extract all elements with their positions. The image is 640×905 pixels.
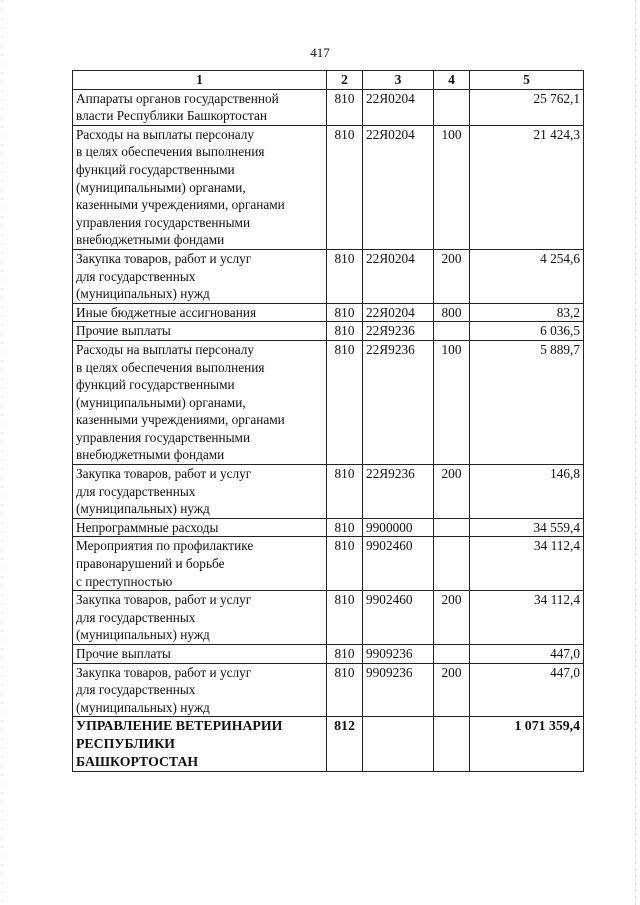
- table-row: [73, 340, 584, 464]
- table-row: [73, 537, 584, 591]
- cell-expense-name: [73, 249, 327, 303]
- cell-target-code: 9902460: [363, 591, 434, 645]
- expense-name-line: Расходы на выплаты персоналу: [76, 126, 255, 142]
- cell-expense-type: 200: [434, 465, 470, 519]
- cell-expense-type: [434, 717, 470, 772]
- expense-name-line: (муниципальными) органами,: [76, 394, 246, 410]
- expense-name-line: УПРАВЛЕНИЕ ВЕТЕРИНАРИИ: [76, 718, 283, 734]
- column-header-code: 3: [363, 71, 434, 90]
- cell-expense-type: 800: [434, 303, 470, 322]
- cell-expense-name: [73, 518, 327, 537]
- cell-target-code: 9900000: [363, 518, 434, 537]
- expense-name-line: внебюджетными фондами: [76, 447, 225, 463]
- cell-section: 812: [327, 717, 363, 772]
- expense-name-line: в целях обеспечения выполнения: [76, 144, 265, 160]
- cell-amount: 1 071 359,4: [470, 717, 584, 772]
- cell-amount: 34 559,4: [470, 518, 584, 537]
- cell-target-code: 22Я9236: [363, 322, 434, 341]
- cell-amount: 6 036,5: [470, 322, 584, 341]
- cell-amount: 83,2: [470, 303, 584, 322]
- expense-name-line: (муниципальных) нужд: [76, 286, 210, 302]
- expense-name-line: Расходы на выплаты персоналу: [76, 341, 255, 357]
- expense-name-line: функций государственными: [76, 377, 235, 393]
- expense-name-line: Закупка товаров, работ и услуг: [76, 664, 252, 680]
- expense-name-line: Непрограммные расходы: [76, 519, 219, 535]
- cell-target-code: 22Я0204: [363, 89, 434, 125]
- cell-expense-name: [73, 303, 327, 322]
- table-row: [73, 591, 584, 645]
- cell-target-code: [363, 717, 434, 772]
- table-header-row: [73, 71, 584, 90]
- cell-section: 810: [327, 89, 363, 125]
- cell-expense-name: [73, 125, 327, 249]
- expense-name-line: внебюджетными фондами: [76, 232, 225, 248]
- cell-section: 810: [327, 249, 363, 303]
- cell-expense-type: 200: [434, 663, 470, 717]
- cell-expense-type: [434, 89, 470, 125]
- expense-name-line: (муниципальных) нужд: [76, 627, 210, 643]
- column-header-sum: 5: [470, 71, 584, 90]
- cell-amount: 25 762,1: [470, 89, 584, 125]
- table-row: [73, 663, 584, 717]
- scan-edge-left: [2, 0, 3, 905]
- table-row: [73, 125, 584, 249]
- expense-name-line: для государственных: [76, 268, 196, 284]
- cell-expense-name: [73, 340, 327, 464]
- expense-name-line: управления государственными: [76, 429, 251, 445]
- expense-name-line: Аппараты органов государственной: [76, 90, 279, 106]
- scan-edge-right: [635, 0, 636, 905]
- expense-name-line: Прочие выплаты: [76, 646, 171, 661]
- cell-section: 810: [327, 125, 363, 249]
- expense-name-line: казенными учреждениями, органами: [76, 412, 285, 428]
- column-header-type: 4: [434, 71, 470, 90]
- department-total-row: [73, 717, 584, 772]
- column-header-name: 1: [73, 71, 327, 90]
- expense-name-line: правонарушений и борьбе: [76, 556, 225, 572]
- expense-name-line: Иные бюджетные ассигнования: [76, 304, 257, 320]
- expense-name-line: с преступностью: [76, 573, 173, 589]
- expense-name-line: для государственных: [76, 483, 196, 499]
- budget-table: [72, 70, 584, 772]
- cell-target-code: 9909236: [363, 645, 434, 664]
- cell-expense-name: [73, 591, 327, 645]
- expense-name-line: (муниципальных) нужд: [76, 699, 210, 715]
- cell-amount: 447,0: [470, 663, 584, 717]
- cell-expense-name: [73, 537, 327, 591]
- expense-name-line: для государственных: [76, 682, 196, 698]
- expense-name-line: Прочие выплаты: [76, 323, 171, 339]
- cell-target-code: 22Я0204: [363, 125, 434, 249]
- cell-section: 810: [327, 591, 363, 645]
- cell-expense-type: 200: [434, 591, 470, 645]
- cell-section: 810: [327, 303, 363, 322]
- cell-section: 810: [327, 645, 363, 664]
- cell-amount: 4 254,6: [470, 249, 584, 303]
- cell-expense-type: 100: [434, 340, 470, 464]
- cell-section: 810: [327, 537, 363, 591]
- expense-name-line: БАШКОРТОСТАН: [76, 754, 199, 770]
- cell-target-code: 9909236: [363, 663, 434, 717]
- table-row: [73, 89, 584, 125]
- cell-amount: 5 889,7: [470, 340, 584, 464]
- cell-section: 810: [327, 465, 363, 519]
- cell-expense-type: 200: [434, 249, 470, 303]
- cell-expense-name: [73, 465, 327, 519]
- cell-section: 810: [327, 663, 363, 717]
- cell-amount: 146,8: [470, 465, 584, 519]
- expense-name-line: власти Республики Башкортостан: [76, 108, 268, 124]
- cell-expense-name: [73, 322, 327, 341]
- cell-target-code: 22Я9236: [363, 340, 434, 464]
- cell-section: 810: [327, 322, 363, 341]
- expense-name-line: Закупка товаров, работ и услуг: [76, 592, 252, 608]
- expense-name-line: казенными учреждениями, органами: [76, 197, 285, 213]
- cell-expense-type: [434, 322, 470, 341]
- expense-name-line: Мероприятия по профилактике: [76, 538, 254, 554]
- expense-name-line: Закупка товаров, работ и услуг: [76, 466, 252, 482]
- expense-name-line: РЕСПУБЛИКИ: [76, 736, 175, 752]
- cell-expense-name: [73, 89, 327, 125]
- cell-expense-name: [73, 663, 327, 717]
- page-number: 417: [310, 45, 330, 60]
- cell-section: 810: [327, 518, 363, 537]
- cell-amount: 34 112,4: [470, 537, 584, 591]
- cell-amount: 447,0: [470, 645, 584, 664]
- table-row: [73, 249, 584, 303]
- table-row: [73, 465, 584, 519]
- expense-name-line: (муниципальных) нужд: [76, 501, 210, 517]
- cell-expense-type: [434, 518, 470, 537]
- cell-expense-type: 100: [434, 125, 470, 249]
- expense-name-line: управления государственными: [76, 214, 251, 230]
- cell-target-code: 9902460: [363, 537, 434, 591]
- table-row: [73, 303, 584, 322]
- cell-target-code: 22Я0204: [363, 249, 434, 303]
- expense-name-line: для государственных: [76, 609, 196, 625]
- expense-name-line: Закупка товаров, работ и услуг: [76, 250, 252, 266]
- cell-amount: 34 112,4: [470, 591, 584, 645]
- cell-expense-type: [434, 645, 470, 664]
- table-row: [73, 322, 584, 341]
- expense-name-line: функций государственными: [76, 161, 235, 177]
- table-row: [73, 518, 584, 537]
- cell-section: 810: [327, 340, 363, 464]
- cell-amount: 21 424,3: [470, 125, 584, 249]
- table-row: [73, 645, 584, 664]
- table-body: [73, 89, 584, 772]
- cell-target-code: 22Я9236: [363, 465, 434, 519]
- cell-expense-name: [73, 717, 327, 772]
- expense-name-line: (муниципальными) органами,: [76, 179, 246, 195]
- cell-target-code: 22Я0204: [363, 303, 434, 322]
- cell-expense-type: [434, 537, 470, 591]
- expense-name-line: в целях обеспечения выполнения: [76, 359, 265, 375]
- column-header-section: 2: [327, 71, 363, 90]
- cell-expense-name: [73, 645, 327, 664]
